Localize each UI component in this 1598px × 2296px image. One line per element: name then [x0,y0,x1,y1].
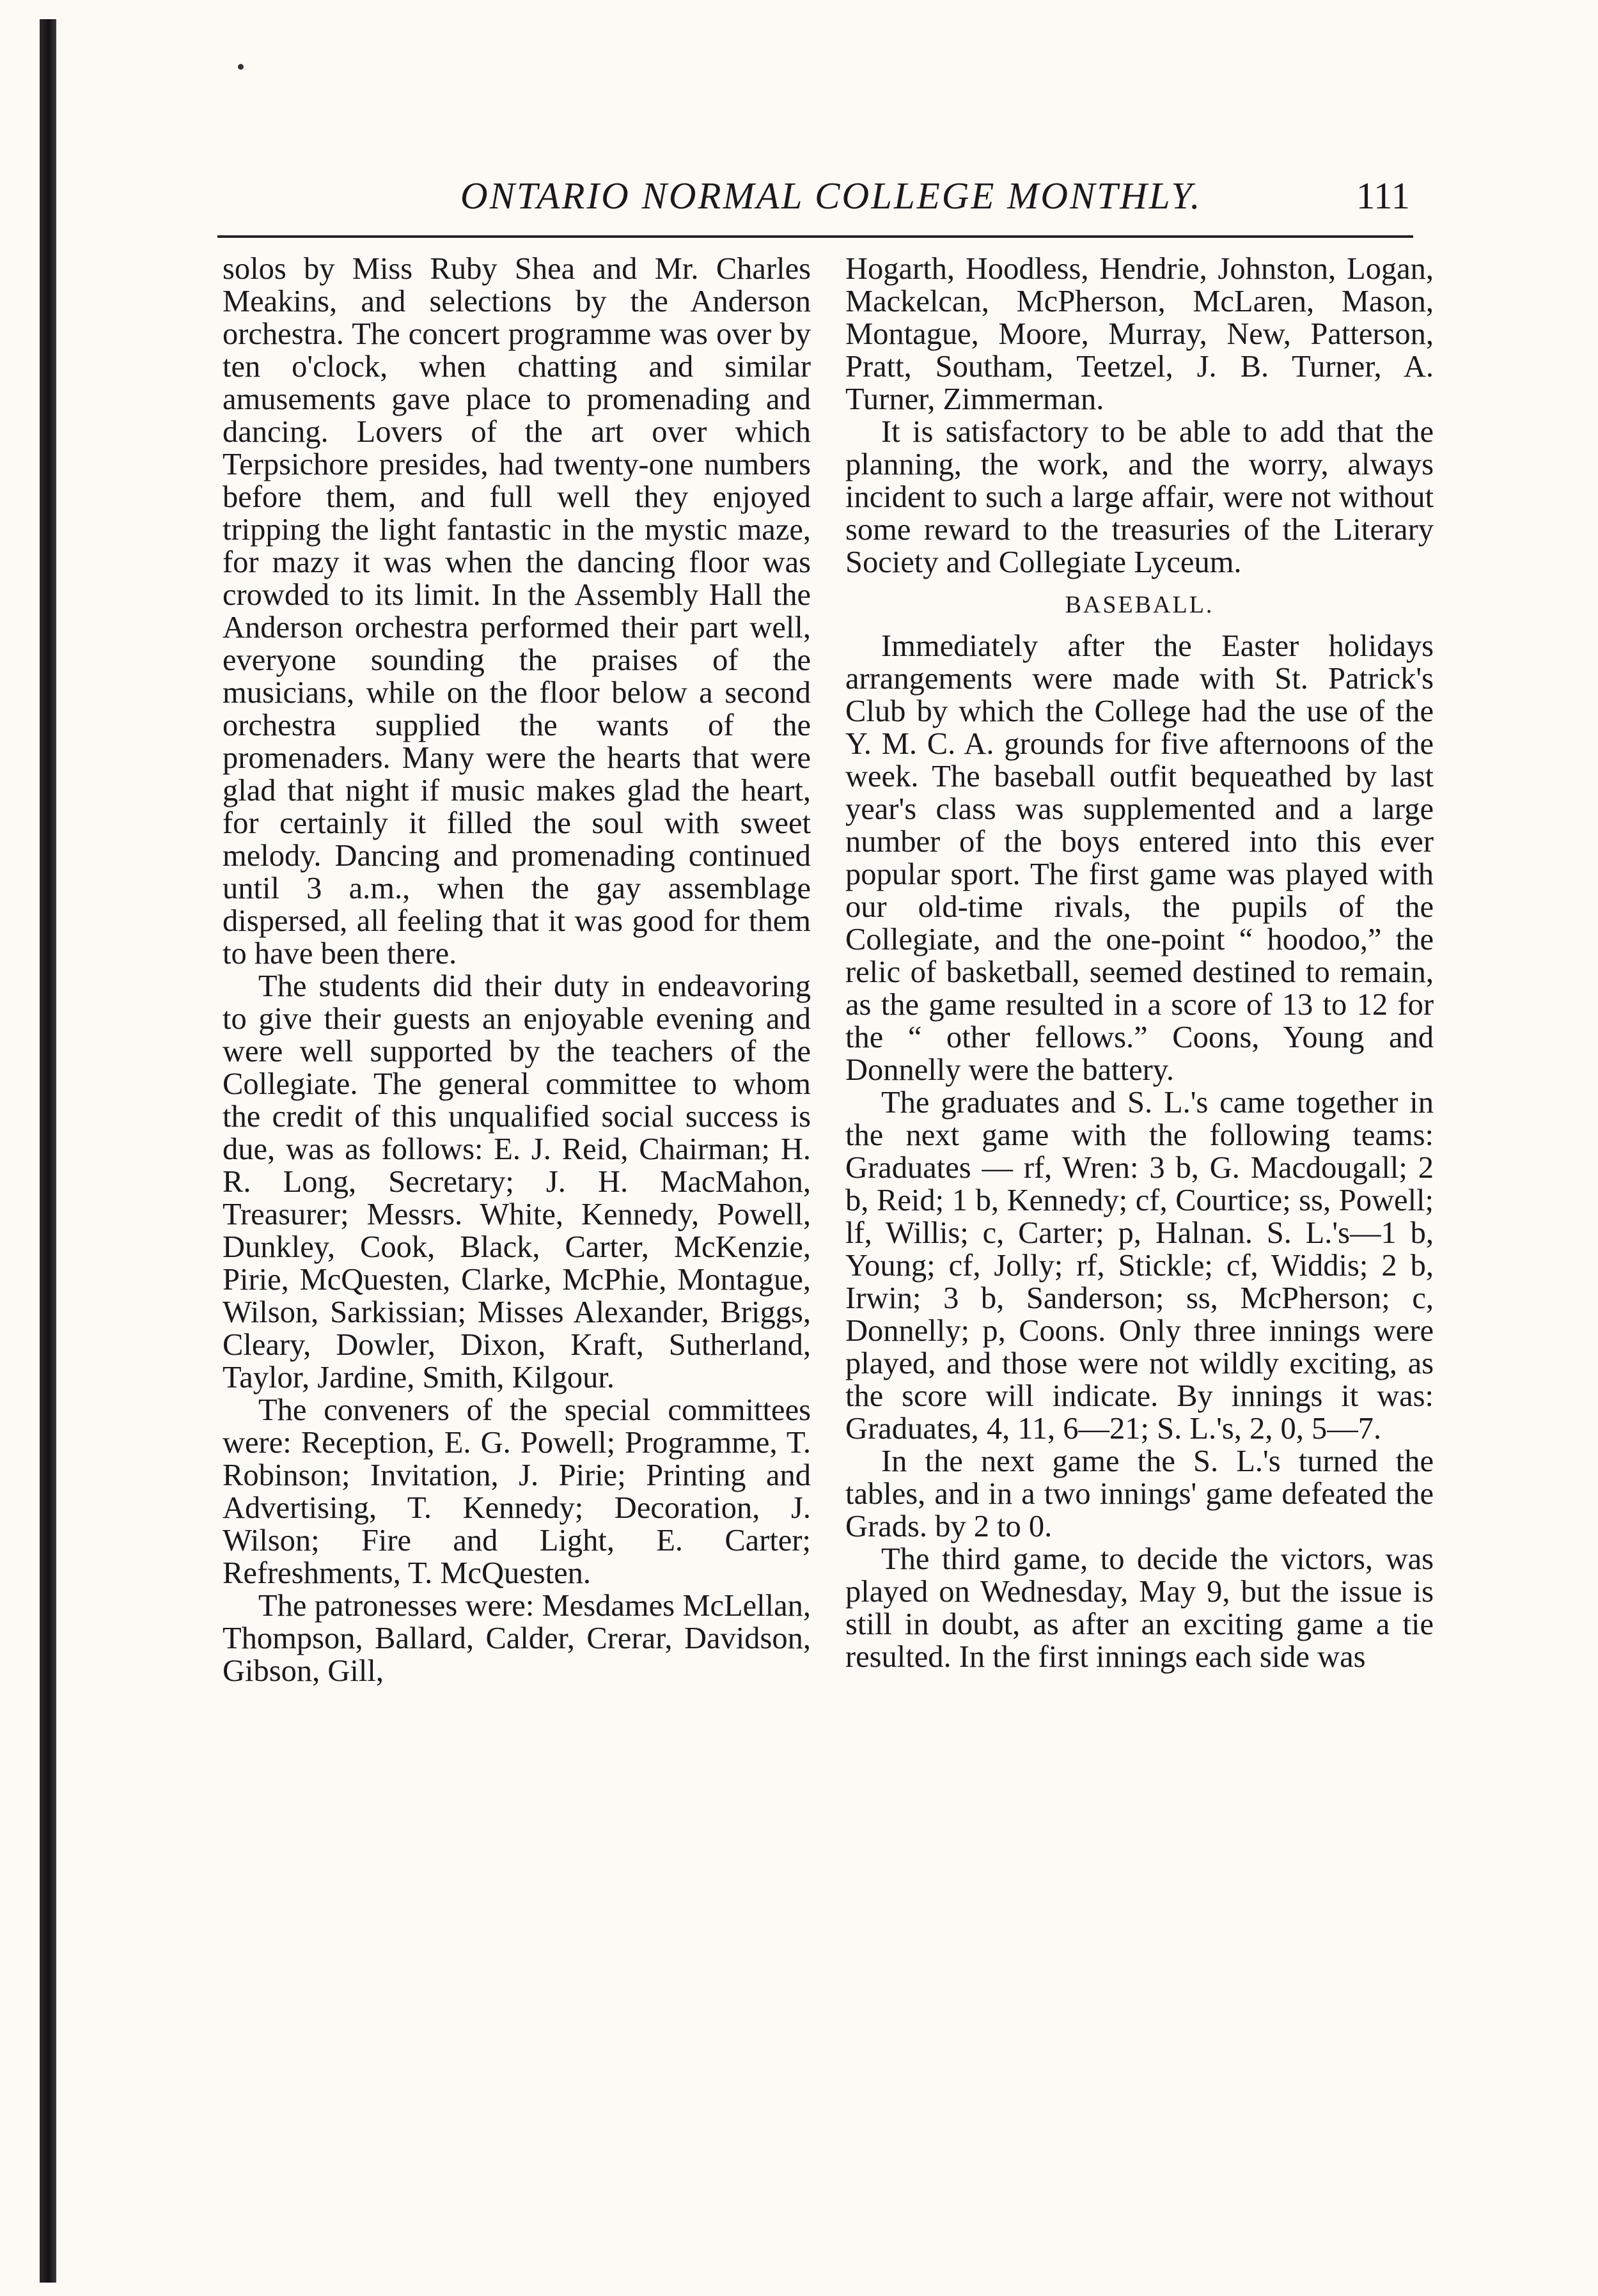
page-number: 111 [1356,175,1410,217]
paragraph: The graduates and S. L.'s came together in the next game with the following teams: Graduates — rf, Wren: 3 b, G. Macdougall; 2 b, Reid; 1 b, Kennedy; cf, Courtice; ss, Powell; lf, Willis; c, Carter; p, Halnan. S. L.'s—1 b, Young; cf, Jolly; rf, Stickle; cf, Widdis; 2 b, Irwin; 3 b, Sanderson; ss, McPherson; c, Donnelly; p, Coons. Only three innings were played, and those were not wildly exciting, as the score will indicate. By innings it was: Graduates, 4, 11, 6—21; S. L.'s, 2, 0, 5—7. [845,1086,1434,1446]
paragraph: The third game, to decide the victors, was played on Wednesday, May 9, but the issue is still in doubt, as after an exciting game a tie resulted. In the first innings each side was [845,1542,1434,1674]
left-column [223,253,811,1687]
running-title: ONTARIO NORMAL COLLEGE MONTHLY. [460,175,1202,217]
paragraph: The patronesses were: Mesdames McLellan, Thompson, Ballard, Calder, Crerar, Davidson, Gibson, Gill, [223,1589,811,1688]
paragraph: Hogarth, Hoodless, Hendrie, Johnston, Logan, Mackelcan, McPherson, McLaren, Mason, Montague, Moore, Murray, New, Patterson, Pratt, Southam, Teetzel, J. B. Turner, A. Turner, Zimmerman. [845,252,1434,416]
right-column [845,253,1434,1673]
page-binding-edge [40,19,56,2283]
paragraph: It is satisfactory to be able to add that the planning, the work, and the worry, always incident to such a large affair, were not without some reward to the treasuries of the Literary Society and Collegiate Lyceum. [845,415,1434,579]
paragraph: Immediately after the Easter holidays arrangements were made with St. Patrick's Club by which the College had the use of the Y. M. C. A. grounds for five afternoons of the week. The baseball outfit bequeathed by last year's class was supplemented and a large number of the boys entered into this ever popular sport. The first game was played with our old-time rivals, the pupils of the Collegiate, and the one-point “ hoodoo,” the relic of basketball, seemed destined to remain, as the game resulted in a score of 13 to 12 for the “ other fellows.” Coons, Young and Donnelly were the battery. [845,629,1434,1087]
header-rule [217,235,1413,238]
paragraph: The students did their duty in endeavoring to give their guests an enjoyable evening and were well supported by the teachers of the Collegiate. The general committee to whom the credit of this unqualified social success is due, was as follows: E. J. Reid, Chairman; H. R. Long, Secretary; J. H. MacMahon, Treasurer; Messrs. White, Kennedy, Powell, Dunkley, Cook, Black, Carter, McKenzie, Pirie, McQuesten, Clarke, McPhie, Montague, Wilson, Sarkissian; Misses Alexander, Briggs, Cleary, Dowler, Dixon, Kraft, Sutherland, Taylor, Jardine, Smith, Kilgour. [223,969,811,1394]
page-header [214,168,1416,231]
paragraph: In the next game the S. L.'s turned the tables, and in a two innings' game defeated the Grads. by 2 to 0. [845,1444,1434,1543]
ink-speck [238,64,244,70]
paragraph: solos by Miss Ruby Shea and Mr. Charles Meakins, and selections by the Anderson orchestra. The concert programme was over by ten o'clock, when chatting and similar amusements gave place to promenading and dancing. Lovers of the art over which Terpsichore presides, had twenty-one numbers before them, and full well they enjoyed tripping the light fantastic in the mystic maze, for mazy it was when the dancing floor was crowded to its limit. In the Assembly Hall the Anderson orchestra performed their part well, everyone sounding the praises of the musicians, while on the floor below a second orchestra supplied the wants of the promenaders. Many were the hearts that were glad that night if music makes glad the heart, for certainly it filled the soul with sweet melody. Dancing and promenading continued until 3 a.m., when the gay assemblage dispersed, all feeling that it was good for them to have been there. [223,252,811,971]
section-heading-baseball: BASEBALL. [1065,591,1214,618]
paragraph: The conveners of the special committees were: Reception, E. G. Powell; Programme, T. Robinson; Invitation, J. Pirie; Printing and Advertising, T. Kennedy; Decoration, J. Wilson; Fire and Light, E. Carter; Refreshments, T. McQuesten. [223,1393,811,1590]
